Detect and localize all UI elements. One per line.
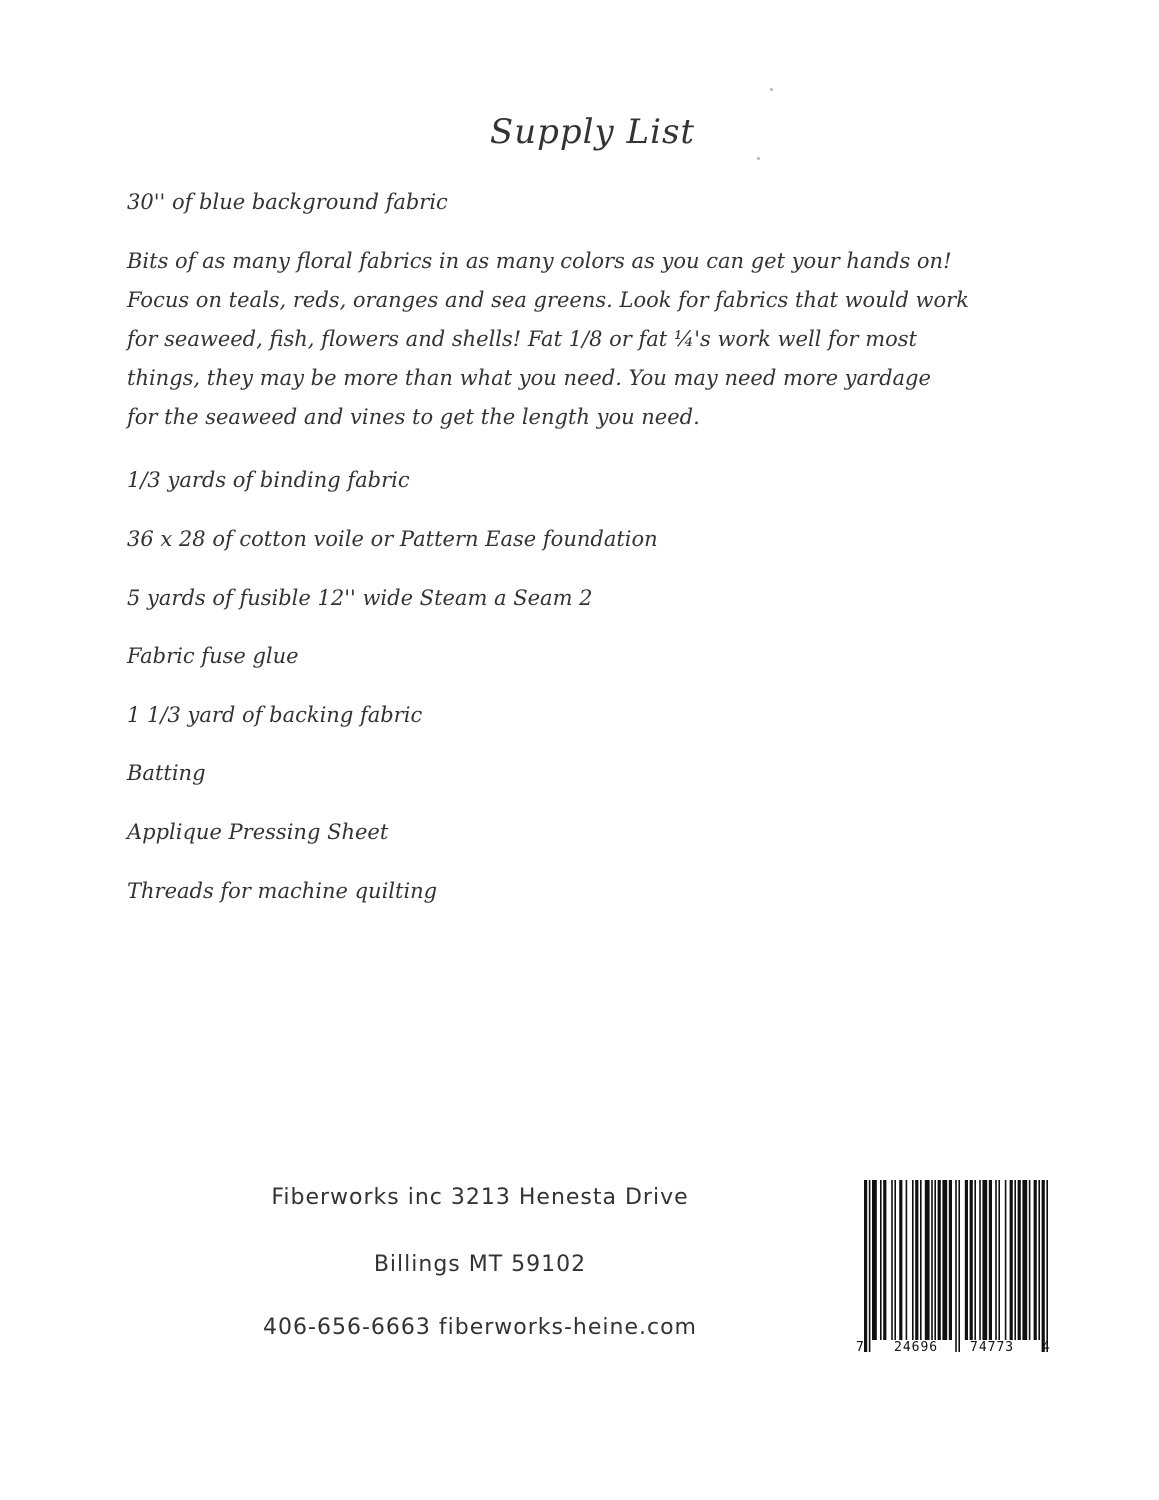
barcode-bar	[949, 1180, 952, 1340]
supply-item: 1 1/3 yard of backing fabric	[127, 703, 423, 727]
barcode-bar	[995, 1180, 997, 1340]
barcode-bar	[912, 1180, 914, 1340]
barcode-bar	[931, 1180, 933, 1340]
barcode-bar	[1022, 1180, 1027, 1340]
paragraph-line: things, they may be more than what you need. You may need more yardage	[127, 366, 931, 390]
address-line: Billings MT 59102	[373, 1252, 587, 1277]
barcode-bar	[965, 1180, 968, 1340]
barcode-bar	[955, 1180, 957, 1352]
barcode-bar	[1018, 1180, 1021, 1340]
supply-item: 5 yards of fusible 12'' wide Steam a Seam 2	[127, 586, 593, 610]
barcode-bar	[925, 1180, 930, 1340]
barcode-bar	[1042, 1180, 1045, 1352]
barcode-bar	[938, 1180, 941, 1340]
paragraph-line: for seaweed, fish, flowers and shells! Fat 1/8 or fat ¼'s work well for most	[127, 327, 917, 351]
barcode-bar	[906, 1180, 908, 1340]
supply-item: 1/3 yards of binding fabric	[127, 468, 410, 492]
barcode-bar	[982, 1180, 987, 1340]
barcode-bar	[894, 1180, 896, 1340]
upc-barcode	[856, 1180, 1056, 1360]
paragraph-line: Bits of as many floral fabrics in as many colors as you can get your hands on!	[127, 249, 952, 273]
paragraph-line: Focus on teals, reds, oranges and sea greens. Look for fabrics that would work	[127, 288, 969, 312]
barcode-group-2: 74773	[970, 1340, 1015, 1355]
supply-item: Fabric fuse glue	[127, 644, 299, 668]
barcode-bar	[958, 1180, 960, 1352]
barcode-bar	[883, 1180, 886, 1340]
paper-speck	[757, 157, 760, 160]
barcode-group-1: 24696	[894, 1340, 939, 1355]
barcode-bar	[1029, 1180, 1031, 1340]
barcode-bar	[974, 1180, 976, 1340]
barcode-bar	[869, 1180, 871, 1352]
supply-item: 30'' of blue background fabric	[127, 190, 448, 214]
barcode-bar	[1014, 1180, 1016, 1340]
barcode-digit-left: 7	[856, 1340, 864, 1355]
barcode-bar	[1005, 1180, 1007, 1340]
paper-speck	[770, 88, 773, 91]
barcode-bar	[1010, 1180, 1013, 1340]
barcode-bar	[979, 1180, 981, 1340]
supply-item: 36 x 28 of cotton voile or Pattern Ease foundation	[127, 527, 658, 551]
barcode-bar	[899, 1180, 902, 1340]
address-line: Fiberworks inc 3213 Henesta Drive	[271, 1185, 689, 1210]
contact-line: 406-656-6663 fiberworks-heine.com	[263, 1315, 697, 1340]
barcode-bar	[920, 1180, 922, 1340]
paragraph-line: for the seaweed and vines to get the length you need.	[127, 405, 700, 429]
barcode-bar	[942, 1180, 947, 1340]
supply-item: Batting	[127, 761, 206, 785]
barcode-bar	[880, 1180, 882, 1340]
barcode-bar	[1046, 1180, 1048, 1352]
barcode-bar	[989, 1180, 992, 1340]
barcode-bar	[864, 1180, 867, 1352]
page-title: Supply List	[489, 112, 696, 152]
barcode-bar	[934, 1180, 936, 1340]
barcode-bar	[915, 1180, 918, 1340]
supply-item: Threads for machine quilting	[127, 879, 438, 903]
barcode-bar	[1034, 1180, 1037, 1340]
fabric-paragraph	[127, 242, 1087, 437]
barcode-digit-right: 4	[1042, 1340, 1050, 1355]
barcode-bar	[1038, 1180, 1040, 1340]
barcode-bar	[998, 1180, 1000, 1340]
barcode-bar	[872, 1180, 877, 1340]
barcode-bar	[891, 1180, 893, 1340]
supply-item: Applique Pressing Sheet	[127, 820, 389, 844]
barcode-bars	[856, 1180, 1056, 1352]
barcode-bar	[970, 1180, 973, 1340]
